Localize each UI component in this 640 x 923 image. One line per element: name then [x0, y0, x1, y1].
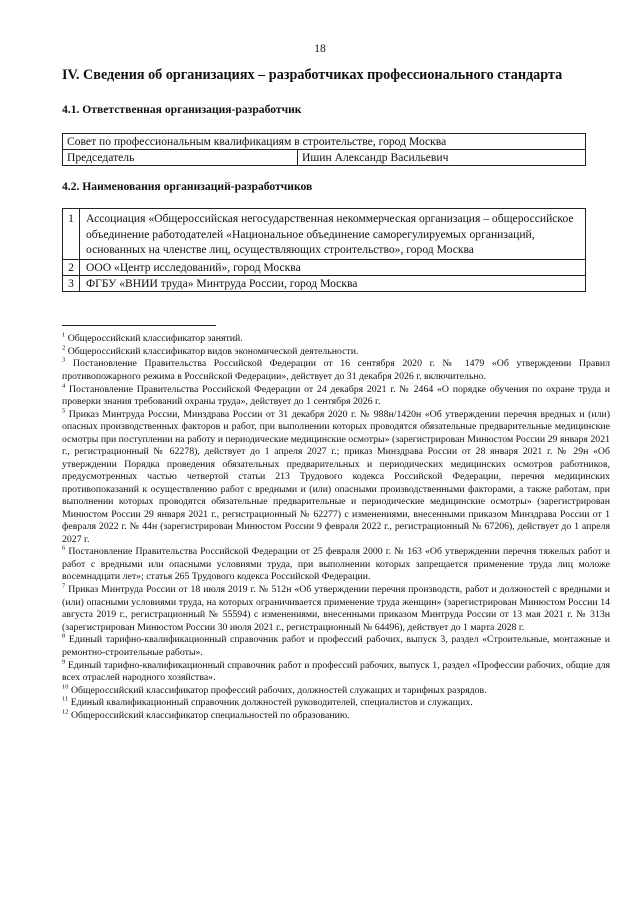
footnote-text: Приказ Минтруда России от 18 июля 2019 г. № 512н «Об утверждении перечня производств, работ и должностей с вредными и (или) опасными условиями труда, на которых ограничивается применение труда женщин» (зарегистрирован Минюстом России 14 августа 2019 г., регистрационный № 55594) с изменениями, внесенными приказом Минтруда России от 13 мая 2021 г. № 313н (зарегистрирован Минюстом России 30 июля 2021 г., регистрационный № 64496), действует до 1 марта 2028 г. [62, 584, 610, 633]
footnote [62, 660, 610, 685]
table-row [63, 209, 586, 260]
responsible-organization-table [62, 133, 586, 166]
footnote-mark: 1 [62, 331, 66, 339]
footnote-mark: 10 [62, 683, 69, 691]
organization-cell: Ассоциация «Общероссийская негосударственная некоммерческая организация – общероссийское объединение работодателей «Национальное объединение саморегулируемых организаций, основанных на членстве лиц, осуществляющих строительство», город Москва [80, 209, 586, 260]
table-row [63, 134, 586, 150]
section-title: IV. Сведения об организациях – разработчиках профессионального стандарта [62, 67, 563, 83]
footnote-text: Общероссийский классификатор профессий рабочих, должностей служащих и тарифных разрядов. [70, 684, 487, 696]
footnote-mark: 5 [62, 407, 66, 415]
footnote-text: Единый тарифно-квалификационный справочник работ и профессий рабочих, выпуск 1, раздел «Профессии рабочих, общие для всех отраслей народного хозяйства». [62, 659, 610, 683]
footnote-mark: 6 [62, 545, 66, 553]
footnote [62, 584, 610, 634]
footnote [62, 546, 610, 584]
footnote-text: Постановление Правительства Российской Федерации от 25 февраля 2000 г. № 163 «Об утверждении перечня тяжелых работ и работ с вредными или опасными условиями труда, при выполнении которых запрещается применение труда лиц моложе восемнадцати лет»; статья 265 Трудового кодекса Российской Федерации. [62, 546, 611, 583]
footnote-text: Единый квалификационный справочник должностей руководителей, специалистов и служащих. [70, 697, 473, 709]
footnote-mark: 11 [62, 696, 69, 704]
person-cell: Ишин Александр Васильевич [298, 150, 586, 166]
organization-name: Совет по профессиональным квалификациям в строительстве, город Москва [63, 134, 586, 150]
table-row [63, 259, 586, 275]
footnote-mark: 9 [62, 658, 66, 666]
footnote [62, 697, 610, 710]
footnote-text: Приказ Минтруда России, Минздрава России от 31 декабря 2020 г. № 988н/1420н «Об утверждении перечня вредных и (или) опасных производственных факторов и работ, при выполнении которых проводятся обязательные предварительные медицинские осмотры при поступлении на работу и периодические медицинские осмотры» (зарегистрирован Минюстом России 29 января 2021 г., регистрационный № 62278), действует до 1 апреля 2027 г.; приказ Минздрава России от 28 января 2021 г. № 29н «Об утверждении Порядка проведения обязательных предварительных и периодических медицинских осмотров работников, предусмотренных частью четвертой статьи 213 Трудового кодекса Российской Федерации, перечня медицинских противопоказаний к осуществлению работ с вредными и (или) опасными производственными факторами, а также работам, при выполнении которых проводятся обязательные предварительные и периодические медицинские осмотры» (зарегистрирован Минюстом России 29 января 2021 г., регистрационный № 62277) с изменениями, внесенными приказом Минздрава России от 1 февраля 2022 г. № 44н (зарегистрирован Минюстом России 9 февраля 2022 г., регистрационный № 67206), действует до 1 апреля 2027 г. [62, 408, 610, 545]
footnote [62, 358, 610, 383]
footnote [62, 409, 610, 547]
footnote-mark: 8 [62, 633, 66, 641]
organization-cell: ФГБУ «ВНИИ труда» Минтруда России, город Москва [80, 275, 586, 291]
row-number: 1 [63, 209, 80, 260]
footnote-mark: 3 [62, 357, 66, 365]
footnote [62, 333, 610, 346]
footnote [62, 346, 610, 359]
footnote [62, 634, 610, 659]
footnote-mark: 4 [62, 382, 66, 390]
organization-cell: ООО «Центр исследований», город Москва [80, 259, 586, 275]
table-row [63, 150, 586, 166]
footnote-text: Общероссийский классификатор специальностей по образованию. [70, 710, 350, 722]
footnote [62, 685, 610, 698]
footnote-text: Постановление Правительства Российской Федерации от 24 декабря 2021 г. № 2464 «О порядке обучения по охране труда и проверки знания требований охраны труда», действует до 1 сентября 2026 г. [62, 383, 610, 408]
footnote-text: Общероссийский классификатор видов экономической деятельности. [67, 345, 359, 357]
footnote [62, 710, 610, 723]
footnote-mark: 12 [62, 708, 69, 716]
subsection-2-title: 4.2. Наименования организаций-разработчиков [62, 180, 313, 193]
footnote-text: Постановление Правительства Российской Федерации от 16 сентября 2020 г. № 1479 «Об утверждении Правил противопожарного режима в Российской Федерации», действует до 31 декабря 2026 г. включительно. [62, 358, 611, 382]
footnote-text: Общероссийский классификатор занятий. [67, 333, 243, 344]
position-cell: Председатель [63, 150, 298, 166]
row-number: 3 [63, 275, 80, 291]
table-row [63, 275, 586, 291]
subsection-1-title: 4.1. Ответственная организация-разработчик [62, 103, 302, 116]
footnote-text: Единый тарифно-квалификационный справочник работ и профессий рабочих, выпуск 3, раздел «Строительные, монтажные и ремонтно-строительные работы». [62, 634, 610, 658]
footnote [62, 384, 610, 409]
footnote-separator [62, 325, 216, 326]
row-number: 2 [63, 259, 80, 275]
footnotes [62, 333, 610, 723]
developer-organizations-table [62, 208, 586, 292]
page-number: 18 [314, 43, 326, 55]
footnote-mark: 2 [62, 344, 66, 352]
footnote-mark: 7 [62, 582, 66, 590]
